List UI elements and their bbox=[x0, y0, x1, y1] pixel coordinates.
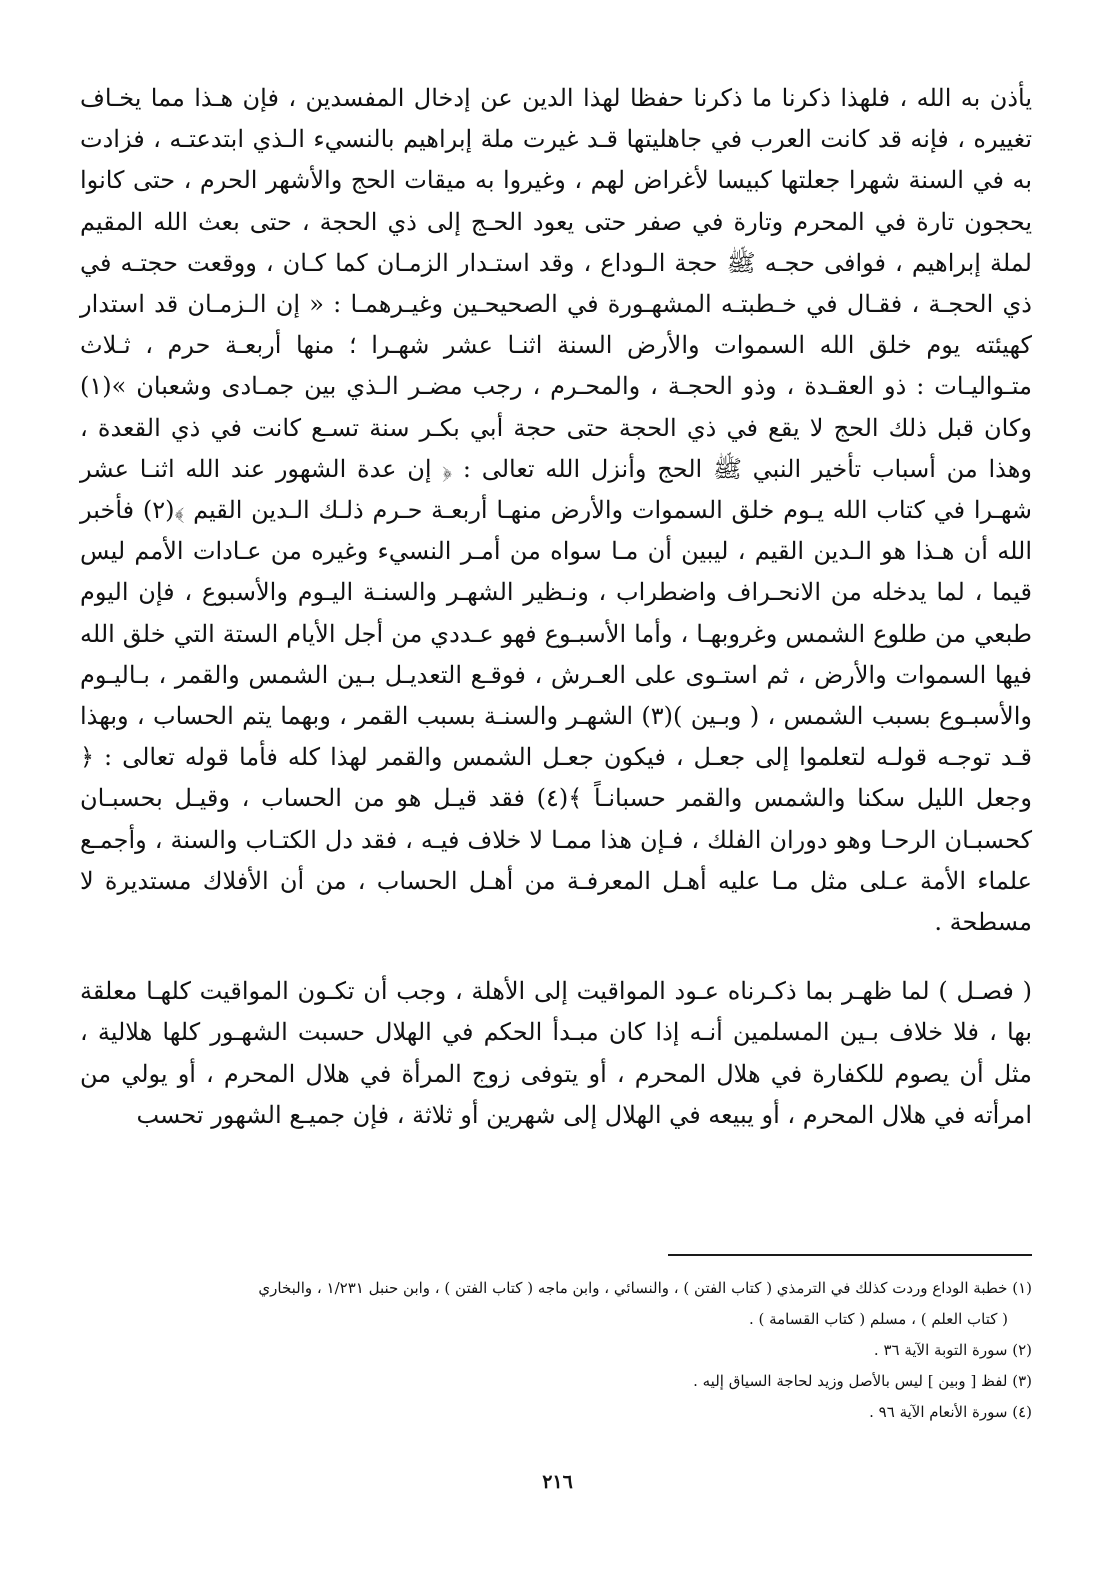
page-number: ٢١٦ bbox=[542, 1471, 573, 1493]
paragraph-2-fasl: ( فصـل ) لما ظهـر بما ذكـرناه عـود المواقيت إلى الأهلة ، وجب أن تكـون المواقيت كلهـا معلقة بها ، فلا خلاف بـين المسلمين أنـه إذا كان مبـدأ الحكم في الهلال حسبت الشهـور كلها هلالية ، مثل أن يصوم للكفارة في هلال المحرم ، أو يتوفى زوج المرأة في هلال المحرم ، أو يولي من امرأته في هلال المحرم ، أو يبيعه في الهلال إلى شهرين أو ثلاثة ، فإن جميـع الشهور تحسب bbox=[80, 977, 1033, 1129]
footnotes bbox=[80, 1274, 1032, 1429]
footnote-2: (٢) سورة التوبة الآية ٣٦ . bbox=[873, 1341, 1032, 1359]
paragraph-1: يأذن به الله ، فلهذا ذكرنا ما ذكرنا حفظا لهذا الدين عن إدخال المفسدين ، فإن هـذا مما يخـاف تغييره ، فإنه قد كانت العرب في جاهليتها قـد غيرت ملة إبراهيم بالنسيء الـذي ابتدعتـه ، فزادت به في السنة شهرا جعلتها كبيسا لأغراض لهم ، وغيروا به ميقات الحج والأشهر الحرم ، حتى كانوا يحجون تارة في المحرم وتارة في صفر حتى يعود الحـج إلى ذي الحجة ، حتى بعث الله المقيم لملة إبراهيم ، فوافى حجـه ﷺ حجة الـوداع ، وقد استـدار الزمـان كما كـان ، ووقعت حجتـه في ذي الحجـة ، فقـال في خـطبتـه المشهـورة في الصحيحـين وغيـرهمـا : « إن الـزمـان قد استدار كهيئته يوم خلق الله السموات والأرض السنة اثنـا عشر شهـرا ؛ منها أربعـة حرم ، ثـلاث متـواليـات : ذو العقـدة ، وذو الحجـة ، والمحـرم ، رجب مضـر الـذي بين جمـادى وشعبان »(١) وكان قبل ذلك الحج لا يقع في ذي الحجة حتى حجة أبي بكـر سنة تسـع كانت في ذي القعدة ، وهذا من أسباب تأخير النبي ﷺ الحج وأنزل الله تعالى : ﴿ إن عدة الشهور عند الله اثنـا عشر شهـرا في كتاب الله يـوم خلق السموات والأرض منهـا أربعـة حـرم ذلـك الـدين القيم ﴾(٢) فأخبر الله أن هـذا هو الـدين القيم ، ليبين أن مـا سواه من أمـر النسيء وغيره من عـادات الأمم ليس قيما ، لما يدخله من الانحـراف واضطراب ، ونـظير الشهـر والسنـة اليـوم والأسبوع ، فإن اليوم طبعي من طلوع الشمس وغروبهـا ، وأما الأسبـوع فهو عـددي من أجل الأيام الستة التي خلق الله فيها السموات والأرض ، ثم استـوى على العـرش ، فوقـع التعديـل بـين الشمس والقمر ، بـاليـوم والأسبـوع بسبب الشمس ، ( وبـين )(٣) الشهـر والسنـة بسبب القمر ، وبهما يتم الحساب ، وبهذا قـد توجـه قولـه لتعلموا إلى جعـل ، فيكون جعـل الشمس والقمر لهذا كله فأما قوله تعالى : ﴿ وجعل الليل سكنا والشمس والقمر حسبانـاً ﴾(٤) فقد قيـل هو من الحساب ، وقيـل بحسبـان كحسبـان الرحـا وهو دوران الفلك ، فـإن هذا ممـا لا خلاف فيـه ، فقد دل الكتـاب والسنة ، وأجمـع علماء الأمة عـلى مثل مـا عليه أهـل المعرفـة من أهـل الحساب ، من أن الأفلاك مستديرة لا مسطحة . bbox=[80, 84, 1033, 937]
footnote-1: (١) خطبة الوداع وردت كذلك في الترمذي ( كتاب الفتن ) ، والنسائي ، وابن ماجه ( كتاب الفتن ) ، وابن حنبل ١/٢٣١ ، والبخاري bbox=[258, 1279, 1032, 1297]
footnote-4: (٤) سورة الأنعام الآية ٩٦ . bbox=[869, 1403, 1032, 1421]
main-text bbox=[80, 78, 1032, 1136]
footnote-divider bbox=[668, 1254, 1032, 1256]
footnote-3: (٣) لفظ [ وبين ] ليس بالأصل وزيد لحاجة السياق إليه . bbox=[693, 1372, 1032, 1390]
footnote-1-continuation: ( كتاب العلم ) ، مسلم ( كتاب القسامة ) . bbox=[748, 1310, 1008, 1328]
paragraph-spacer bbox=[80, 943, 1032, 971]
